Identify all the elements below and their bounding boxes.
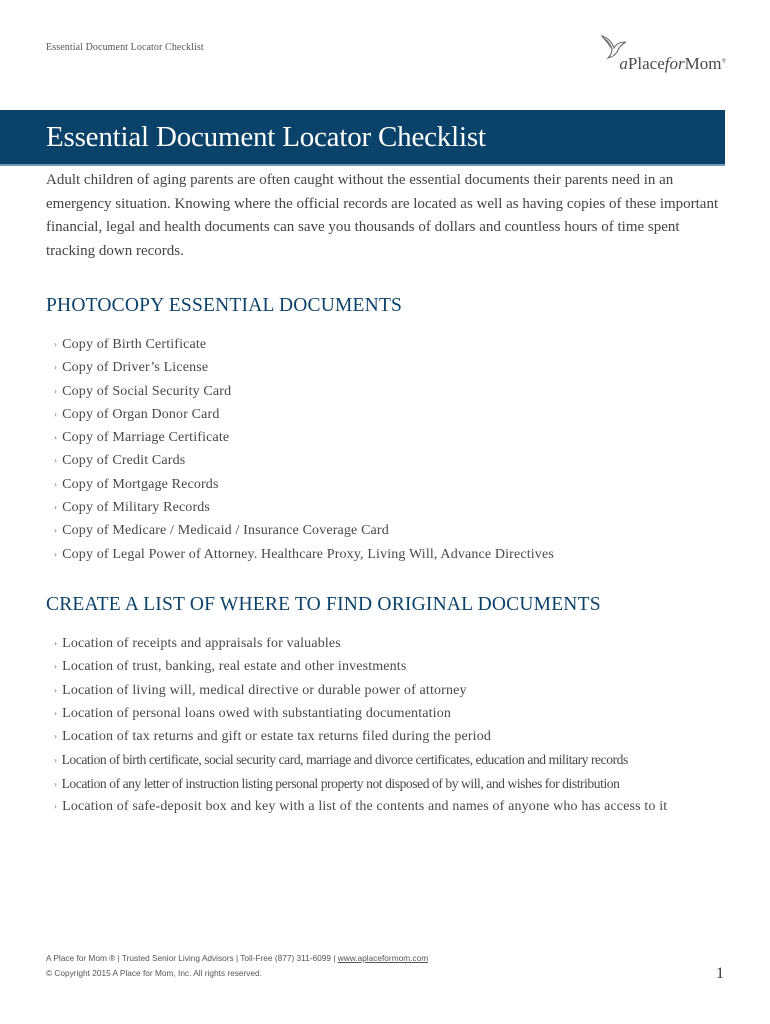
bullet-chevron-icon: › <box>54 478 58 489</box>
bullet-chevron-icon: › <box>54 731 58 742</box>
checklist-item <box>54 702 667 725</box>
footer-line-1 <box>46 951 428 966</box>
checklist-item-text: Copy of Mortgage Records <box>62 476 219 492</box>
checklist-item-text: Copy of Social Security Card <box>62 383 232 399</box>
checklist-item-text: Copy of Marriage Certificate <box>62 430 230 446</box>
checklist-item <box>54 496 554 519</box>
section-title-originals: CREATE A LIST OF WHERE TO FIND ORIGINAL DOCUMENTS <box>46 594 601 615</box>
photocopy-list <box>54 333 554 566</box>
section-title-photocopy: PHOTOCOPY ESSENTIAL DOCUMENTS <box>46 295 403 316</box>
checklist-item-text: Location of birth certificate, social security card, marriage and divorce certificates, education and military records <box>61 752 628 768</box>
title-band <box>0 110 725 166</box>
bullet-chevron-icon: › <box>54 385 58 396</box>
checklist-item-text: Location of trust, banking, real estate and other investments <box>62 659 407 675</box>
checklist-item <box>54 772 667 795</box>
footer-contact: A Place for Mom ® | Trusted Senior Living Advisors | Toll-Free (877) 311-6099 | <box>46 953 338 963</box>
checklist-item-text: Copy of Military Records <box>62 500 211 516</box>
bullet-chevron-icon: › <box>54 432 58 443</box>
a-place-for-mom-logo <box>596 34 726 78</box>
checklist-item <box>54 449 554 472</box>
bullet-chevron-icon: › <box>54 408 58 419</box>
checklist-item-text: Location of receipts and appraisals for valuables <box>62 636 341 651</box>
checklist-item <box>54 356 554 379</box>
bullet-chevron-icon: › <box>54 684 58 695</box>
bullet-chevron-icon: › <box>54 455 58 466</box>
bullet-chevron-icon: › <box>54 339 58 349</box>
bullet-chevron-icon: › <box>54 755 57 766</box>
footer <box>46 951 428 981</box>
checklist-item-text: Copy of Organ Donor Card <box>62 406 220 422</box>
bullet-chevron-icon: › <box>54 801 58 812</box>
bullet-chevron-icon: › <box>54 502 58 513</box>
checklist-item <box>54 795 667 818</box>
bullet-chevron-icon: › <box>54 778 57 789</box>
bullet-chevron-icon: › <box>54 525 58 536</box>
checklist-item <box>54 403 554 426</box>
checklist-item <box>54 748 667 771</box>
checklist-item <box>54 380 554 403</box>
bullet-chevron-icon: › <box>54 548 58 559</box>
checklist-item <box>54 426 554 449</box>
checklist-item-text: Copy of Driver’s License <box>62 360 209 376</box>
checklist-item <box>54 473 554 496</box>
bullet-chevron-icon: › <box>54 661 58 672</box>
checklist-item <box>54 725 667 748</box>
checklist-item-text: Location of tax returns and gift or estate tax returns filed during the period <box>62 729 491 745</box>
bullet-chevron-icon: › <box>54 638 58 648</box>
checklist-item <box>54 333 554 356</box>
running-header-title: Essential Document Locator Checklist <box>46 42 204 53</box>
website-link[interactable]: www.aplaceformom.com <box>337 953 429 963</box>
bullet-chevron-icon: › <box>54 707 58 718</box>
originals-list <box>54 632 667 818</box>
checklist-item-text: Location of personal loans owed with substantiating documentation <box>62 705 451 721</box>
checklist-item-text: Copy of Medicare / Medicaid / Insurance Coverage Card <box>62 523 389 539</box>
checklist-item-text: Location of living will, medical directive or durable power of attorney <box>62 682 467 698</box>
page-number: 1 <box>716 965 724 982</box>
bullet-chevron-icon: › <box>54 362 58 373</box>
intro-paragraph: Adult children of aging parents are often caught without the essential documents their parents need in an emergency situation. Knowing where the official records are located as well as having copies of these important financial, legal and health documents can save you thousands of dollars and countless hours of time spent tracking down records. <box>46 172 719 259</box>
checklist-item <box>54 679 667 702</box>
checklist-item <box>54 519 554 542</box>
checklist-item <box>54 632 667 655</box>
logo-wordmark: aPlaceforMom® <box>619 54 726 73</box>
checklist-item-text: Copy of Birth Certificate <box>62 337 207 352</box>
checklist-item-text: Copy of Legal Power of Attorney. Healthcare Proxy, Living Will, Advance Directives <box>62 546 554 562</box>
checklist-item <box>54 543 554 566</box>
checklist-item <box>54 655 667 678</box>
checklist-item-text: Location of any letter of instruction listing personal property not disposed of by will, and wishes for distribution <box>61 775 620 791</box>
page-title: Essential Document Locator Checklist <box>46 121 486 153</box>
footer-copyright: © Copyright 2015 A Place for Mom, Inc. All rights reserved. <box>46 968 262 978</box>
checklist-item-text: Location of safe-deposit box and key with a list of the contents and names of anyone who has access to it <box>62 799 668 815</box>
checklist-item-text: Copy of Credit Cards <box>62 453 186 469</box>
